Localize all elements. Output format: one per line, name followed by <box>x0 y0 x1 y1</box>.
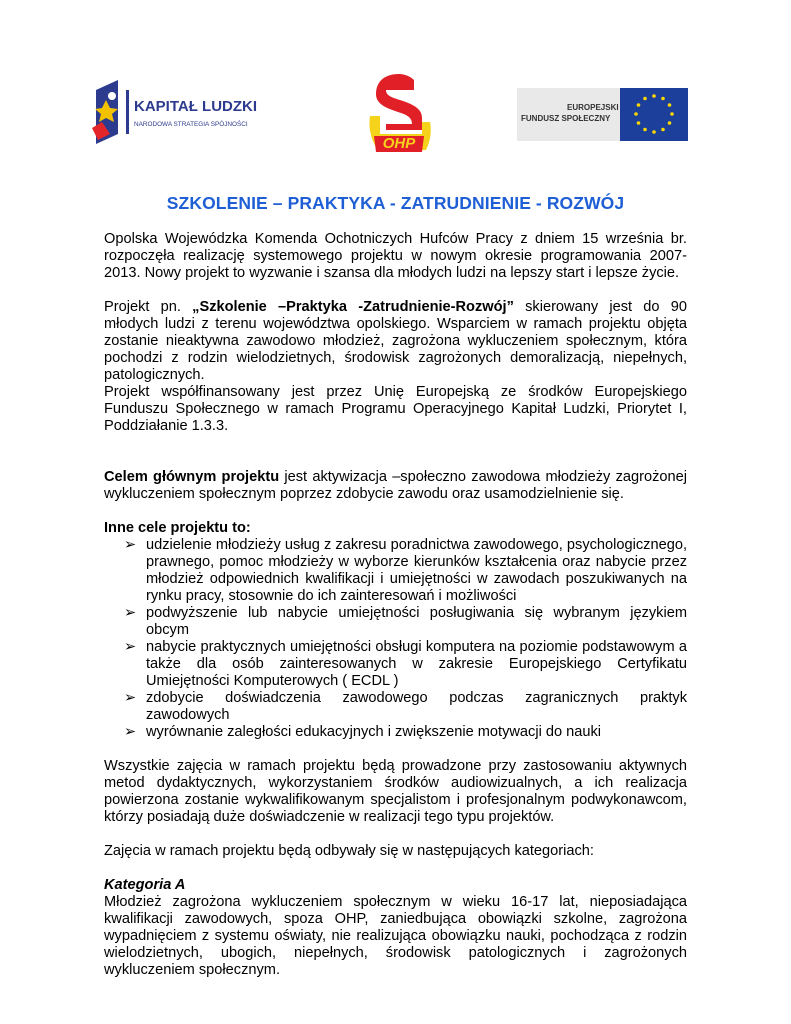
document-body <box>104 231 687 979</box>
arrow-bullet-icon: ➢ <box>124 605 137 621</box>
other-goals-heading: Inne cele projektu to: <box>104 520 251 536</box>
project-prefix: Projekt pn. <box>104 299 193 315</box>
arrow-bullet-icon: ➢ <box>124 639 137 655</box>
efs-logo-line2: FUNDUSZ SPOŁECZNY <box>521 114 611 123</box>
other-goals-list <box>104 537 687 741</box>
list-item: ➢ zdobycie doświadczenia zawodowego podczas zagranicznych praktyk zawodowych <box>124 690 687 723</box>
list-item: ➢ wyrównanie zaległości edukacyjnych i zwiększenie motywacji do nauki <box>124 724 602 740</box>
project-paragraph <box>104 299 687 384</box>
kapital-ludzki-logo-line2: NARODOWA STRATEGIA SPÓJNOŚCI <box>134 121 248 128</box>
page-title: SZKOLENIE – PRAKTYKA - ZATRUDNIENIE - ROZWÓJ <box>166 193 625 213</box>
intro-paragraph: Opolska Wojewódzka Komenda Ochotniczych Hufców Pracy z dniem 15 września br. rozpoczęła realizację systemowego projektu w nowym okresie programowania 2007-2013. Nowy projekt to wyzwanie i szansa dla młodych ludzi na lepszy start i lepsze życie. <box>104 231 687 281</box>
list-item: ➢ udzielenie młodzieży usług z zakresu poradnictwa zawodowego, psychologicznego, prawnego, pomoc młodzieży w wyborze kierunków kształcenia oraz nabycie przez młodzież odpowiednich kwalifikacji i umiejętności w zawodach poszukiwanych na rynku pracy, stosownie do ich zainteresowań i możliwości <box>124 537 687 604</box>
arrow-bullet-icon: ➢ <box>124 690 137 706</box>
categories-intro: Zajęcia w ramach projektu będą odbywały się w następujących kategoriach: <box>104 843 594 859</box>
list-item: ➢ podwyższenie lub nabycie umiejętności posługiwania się wybranym językiem obcym <box>124 605 687 638</box>
efs-logo <box>517 88 688 141</box>
arrow-bullet-icon: ➢ <box>124 724 137 740</box>
main-goal-text: jest aktywizacja –społeczno zawodowa młodzieży zagrożonej wykluczeniem społecznym poprzez zdobycie zawodu oraz usamodzielnienie się. <box>104 469 688 502</box>
project-description: skierowany jest do 90 młodych ludzi z terenu województwa opolskiego. Wsparciem w ramach projektu objęta zostanie nieaktywna zawodowo młodzież, zagrożona wykluczeniem społecznym, która pochodzi z rodzin wielodzietnych, środowisk zagrożonych demoralizacją, niepełnych, patologicznych. <box>104 299 687 383</box>
kapital-ludzki-logo-line1: KAPITAŁ LUDZKI <box>134 98 258 115</box>
ohp-logo <box>364 72 434 156</box>
arrow-bullet-icon: ➢ <box>124 537 137 553</box>
list-item: ➢ nabycie praktycznych umiejętności obsługi komputera na poziomie podstawowym a także dla osób zainteresowanych w zakresie Europejskiego Certyfikatu Umiejętności Komputerowych ( ECDL ) <box>124 639 687 689</box>
cofinance-paragraph: Projekt współfinansowany jest przez Unię Europejską ze środków Europejskiego Funduszu Społecznego w ramach Programu Operacyjnego Kapitał Ludzki, Priorytet I, Poddziałanie 1.3.3. <box>104 384 687 434</box>
classes-paragraph: Wszystkie zajęcia w ramach projektu będą prowadzone przy zastosowaniu aktywnych metod dydaktycznych, wykorzystaniem środków audiowizualnych, a ich realizacja powierzona zostanie wykwalifikowanym specjalistom i profesjonalnym podwykonawcom, którzy posiadają duże doświadczenie w realizacji tego typu projektów. <box>104 758 687 825</box>
kapital-ludzki-logo <box>88 76 270 150</box>
main-goal-paragraph <box>104 469 687 503</box>
project-name: „Szkolenie –Praktyka -Zatrudnienie-Rozwój” <box>192 299 514 315</box>
main-goal-label: Celem głównym projektu <box>104 469 280 485</box>
category-a-heading: Kategoria A <box>104 877 186 893</box>
efs-logo-line1: EUROPEJSKI <box>567 103 619 112</box>
ohp-logo-text: OHP <box>382 135 416 152</box>
category-a-text: Młodzież zagrożona wykluczeniem społecznym w wieku 16-17 lat, nieposiadająca kwalifikacji zawodowych, spoza OHP, zaniedbująca obowiązki szkolne, zagrożona wypadnięciem z systemu oświaty, nie realizująca obowiązku nauki, pochodząca z rodzin wielodzietnych, ubogich, niepełnych, środowisk patologicznych i zagrożonych wykluczeniem społecznym. <box>104 894 687 978</box>
